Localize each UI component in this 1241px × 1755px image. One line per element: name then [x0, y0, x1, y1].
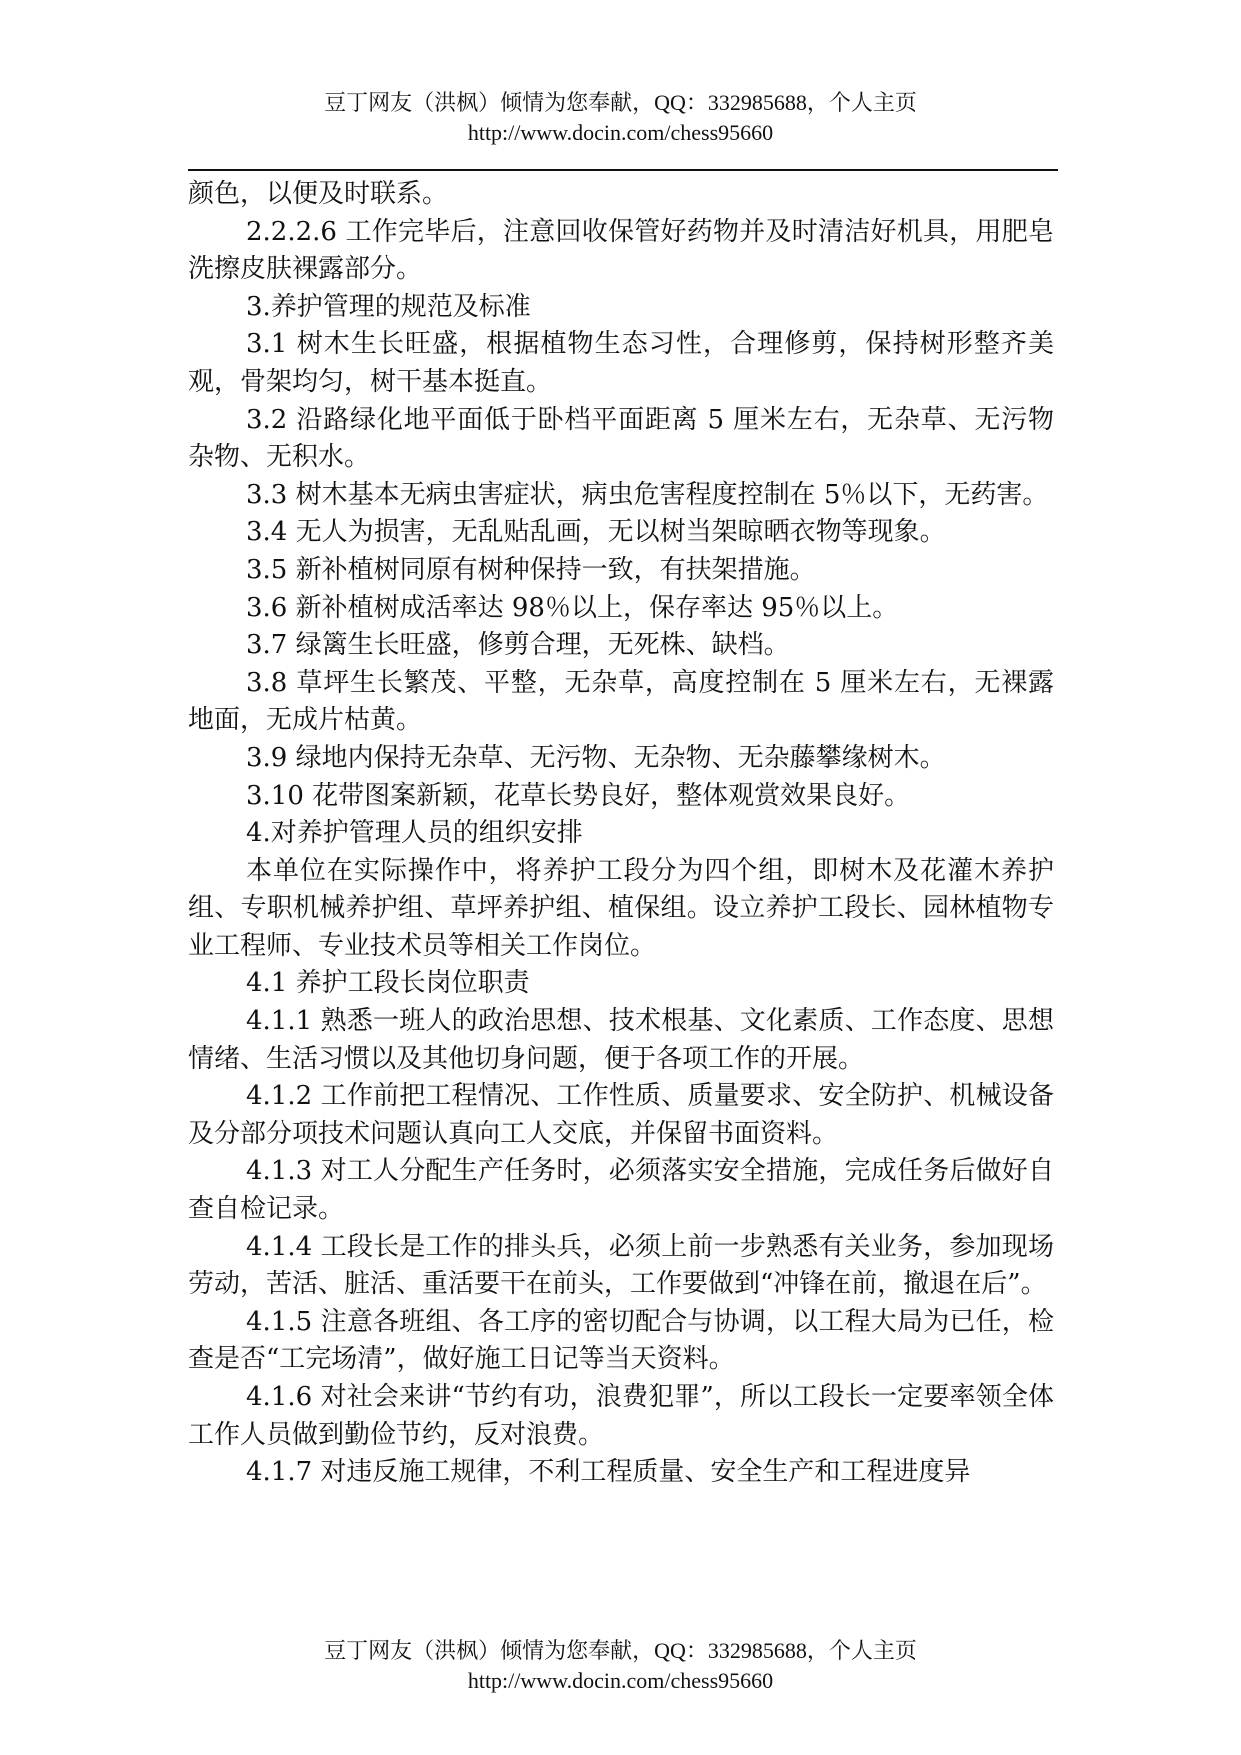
paragraph: 3.7 绿篱生长旺盛，修剪合理，无死株、缺档。: [246, 630, 790, 661]
paragraph: 4.1.5 注意各班组、各工序的密切配合与协调，以工程大局为已任，检查是否“工完场清”，做好施工日记等当天资料。: [188, 1306, 1054, 1375]
paragraph: 3.5 新补植树同原有树种保持一致，有扶架措施。: [246, 554, 816, 585]
paragraph: 3.9 绿地内保持无杂草、无污物、无杂物、无杂藤攀缘树木。: [246, 742, 946, 773]
paragraph: 3.10 花带图案新颖，花草长势良好，整体观赏效果良好。: [246, 780, 911, 811]
paragraph: 4.1.2 工作前把工程情况、工作性质、质量要求、安全防护、机械设备及分部分项技术问题认真向工人交底，并保留书面资料。: [188, 1081, 1054, 1149]
paragraph: 4.1.7 对违反施工规律，不利工程质量、安全生产和工程进度异: [246, 1457, 971, 1488]
paragraph: 颜色，以便及时联系。: [188, 179, 449, 209]
paragraph: 3.6 新补植树成活率达 98％以上，保存率达 95％以上。: [246, 592, 899, 623]
header-url: http://www.docin.com/chess95660: [467, 120, 774, 145]
paragraph: 4.对养护管理人员的组织安排: [246, 818, 583, 849]
paragraph: 4.1.4 工段长是工作的排头兵，必须上前一步熟悉有关业务，参加现场劳动，苦活、脏活、重活要干在前头，工作要做到“冲锋在前，撤退在后”。: [188, 1231, 1054, 1300]
paragraph: 4.1 养护工段长岗位职责: [246, 968, 530, 999]
paragraph: 3.4 无人为损害，无乱贴乱画，无以树当架晾晒衣物等现象。: [246, 517, 946, 548]
paragraph: 2.2.2.6 工作完毕后，注意回收保管好药物并及时清洁好机具，用肥皂洗擦皮肤裸露部分。: [188, 216, 1054, 285]
paragraph: 4.1.6 对社会来讲“节约有功，浪费犯罪”，所以工段长一定要率领全体工作人员做到勤俭节约，反对浪费。: [188, 1382, 1054, 1450]
header-divider: [188, 169, 1058, 171]
document-body: [188, 176, 1054, 1492]
paragraph: 4.1.1 熟悉一班人的政治思想、技术根基、文化素质、工作态度、思想情绪、生活习惯以及其他切身问题，便于各项工作的开展。: [188, 1006, 1054, 1074]
paragraph: 4.1.3 对工人分配生产任务时，必须落实安全措施，完成任务后做好自查自检记录。: [188, 1156, 1054, 1225]
footer-url: http://www.docin.com/chess95660: [467, 1668, 774, 1693]
paragraph: 3.2 沿路绿化地平面低于卧档平面距离 5 厘米左右，无杂草、无污物杂物、无积水。: [188, 404, 1054, 473]
paragraph: 3.养护管理的规范及标准: [246, 291, 531, 322]
paragraph: 3.3 树木基本无病虫害症状，病虫危害程度控制在 5％以下，无药害。: [246, 479, 1049, 510]
paragraph: 3.1 树木生长旺盛，根据植物生态习性，合理修剪，保持树形整齐美观，骨架均匀，树干基本挺直。: [188, 329, 1054, 397]
footer-attribution: 豆丁网友（洪枫）倾情为您奉献，QQ：332985688，个人主页: [324, 1638, 917, 1663]
page-header: [0, 88, 1241, 148]
paragraph: 本单位在实际操作中，将养护工段分为四个组，即树木及花灌木养护组、专职机械养护组、草坪养护组、植保组。设立养护工段长、园林植物专业工程师、专业技术员等相关工作岗位。: [188, 855, 1054, 961]
paragraph: 3.8 草坪生长繁茂、平整，无杂草，高度控制在 5 厘米左右，无裸露地面，无成片枯黄。: [188, 667, 1054, 736]
header-attribution: 豆丁网友（洪枫）倾情为您奉献，QQ：332985688，个人主页: [324, 90, 917, 115]
page-footer: [0, 1636, 1241, 1696]
